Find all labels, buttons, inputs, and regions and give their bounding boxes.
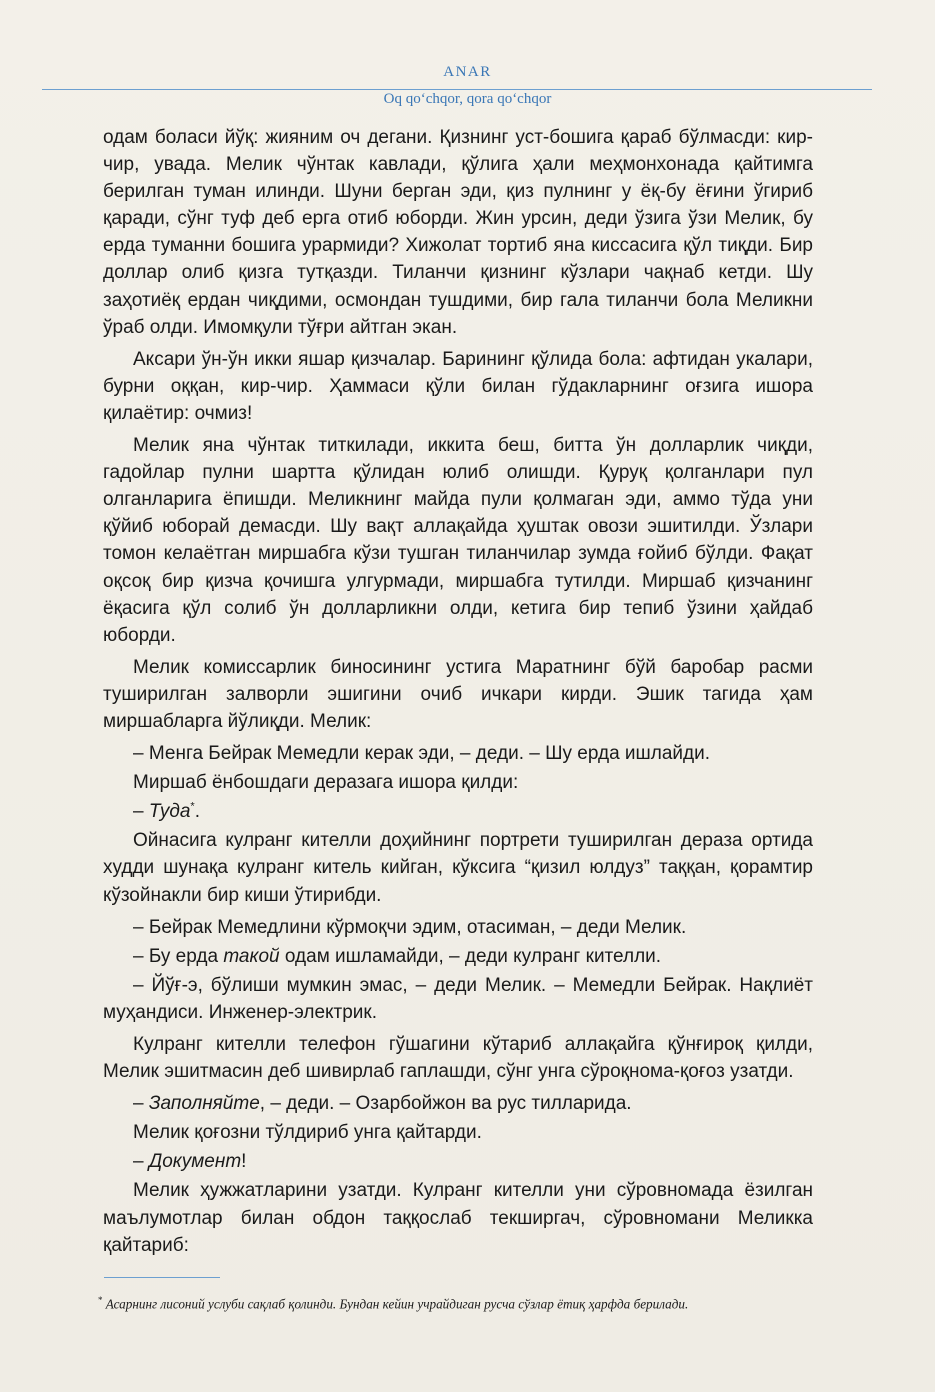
dialog-line: – Йўғ-э, бўлиши мумкин эмас, – деди Мелик. – Мемедли Бейрак. Нақлиёт муҳандиси. Инженер-электрик. xyxy=(103,974,813,1023)
footnote-text: Асарнинг лисоний услуби сақлаб қолинди. Бундан кейин учрайдиган русча сўзлар ётиқ ҳарфда берилади. xyxy=(102,1296,689,1312)
running-header-book-title: Oq qo‘chqor, qora qo‘chqor xyxy=(383,91,552,107)
dialog-line xyxy=(103,1148,813,1175)
footnote-marker: * xyxy=(98,1295,103,1305)
russian-word: такой xyxy=(223,945,280,967)
dialog-line: – Бейрак Мемедлини кўрмоқчи эдим, отасиман, – деди Мелик. xyxy=(133,916,687,938)
main-text xyxy=(103,124,813,1264)
paragraph: Мелик ҳужжатларини узатди. Кулранг кителли уни сўровномада ёзилган маълумотлар билан обдон таққослаб текширгач, сўровномани Меликка қайтариб: xyxy=(103,1180,813,1256)
footnote xyxy=(98,1291,818,1313)
dialog-text: – Бу ерда xyxy=(133,945,224,967)
paragraph: Ойнасига кулранг кителли доҳийнинг портрети туширилган дераза ортида худди шунақа кулранг китель кийган, кўксига “қизил юлдуз” таққан, қорамтир кўзойнакли бир киши ўтирибди. xyxy=(103,830,813,906)
russian-word: Документ xyxy=(148,1151,242,1173)
dialog-line: – Менга Бейрак Мемедли керак эди, – деди. – Шу ерда ишлайди. xyxy=(133,743,711,765)
paragraph: Мелик қоғозни тўлдириб унга қайтарди. xyxy=(133,1122,482,1144)
dialog-text: , – деди. – Озарбойжон ва рус тилларида. xyxy=(259,1093,632,1115)
dialog-end: . xyxy=(194,801,200,823)
dialog-dash: – xyxy=(133,1151,149,1173)
paragraph: Мелик комиссарлик биносининг устига Маратнинг бўй баробар расми туширилган залворли эшигини очиб ичкари кирди. Эшик тагида ҳам миршабларга йўлиқди. Мелик: xyxy=(103,656,813,732)
dialog-line xyxy=(103,1090,813,1117)
footnote-marker: * xyxy=(190,800,195,813)
running-header xyxy=(0,60,935,84)
dialog-text: одам ишламайди, – деди кулранг кителли. xyxy=(279,945,662,967)
dialog-line xyxy=(103,798,813,825)
paragraph: Миршаб ёнбошдаги деразага ишора қилди: xyxy=(133,772,519,794)
dialog-text: ! xyxy=(241,1151,247,1173)
paragraph: Кулранг кителли телефон гўшагини кўтариб аллақайга қўнғироқ қилди, Мелик эшитмасин деб шивирлаб гаплашди, сўнг унга сўроқнома-қоғоз узатди. xyxy=(103,1034,813,1083)
dialog-line xyxy=(103,943,813,970)
russian-word: Заполняйте xyxy=(148,1093,260,1115)
running-header-author: ANAR xyxy=(443,64,492,80)
dialog-dash: – xyxy=(133,801,149,823)
dialog-dash: – xyxy=(133,1093,149,1115)
paragraph: одам боласи йўқ: жияним оч дегани. Қизнинг уст-бошига қараб бўлмасди: кир-чир, увада. Мелик чўнтак кавлади, қўлига ҳали меҳмонхонада қайтимга берилган туман илинди. Шуни берган эди, қиз пулнинг у ёқ-бу ёғини ўгириб қаради, сўнг туф деб ерга отиб юборди. Жин урсин, деди ўзига ўзи Мелик, бу ерда туманни бошига урармиди? Хижолат тортиб яна киссасига қўл тиқди. Бир доллар олиб қизга тутқазди. Тиланчи қизнинг кўзлари чақнаб кетди. Шу заҳотиёқ ердан чиқдими, осмондан тушдими, бир гала тиланчи бола Меликни ўраб олди. Имомқули тўғри айтган экан. xyxy=(103,127,813,338)
paragraph: Мелик яна чўнтак титкилади, иккита беш, битта ўн долларлик чиқди, гадойлар пулни шартта қўлидан юлиб олишди. Қуруқ қолганлари пул олганларига ёпишди. Меликнинг майда пули қолмаган эди, аммо тўда уни қўйиб юборай демасди. Шу вақт аллақайда ҳуштак овози эшитилди. Ўзлари томон келаётган миршабга кўзи тушган тиланчилар зумда ғойиб бўлди. Фақат оқсоқ бир қизча қочишга улгурмади, миршабга тутилди. Миршаб қизчанинг ёқасига қўл солиб ўн долларликни олди, кетига бир тепиб ўзини ҳайдаб юборди. xyxy=(103,435,813,646)
paragraph: Аксари ўн-ўн икки яшар қизчалар. Барининг қўлида бола: афтидан укалари, бурни оққан, кир-чир. Ҳаммаси қўли билан гўдакларнинг оғзига ишора қилаётир: очмиз! xyxy=(103,348,813,424)
footnote-rule xyxy=(104,1277,220,1278)
russian-word: Туда xyxy=(148,801,191,823)
